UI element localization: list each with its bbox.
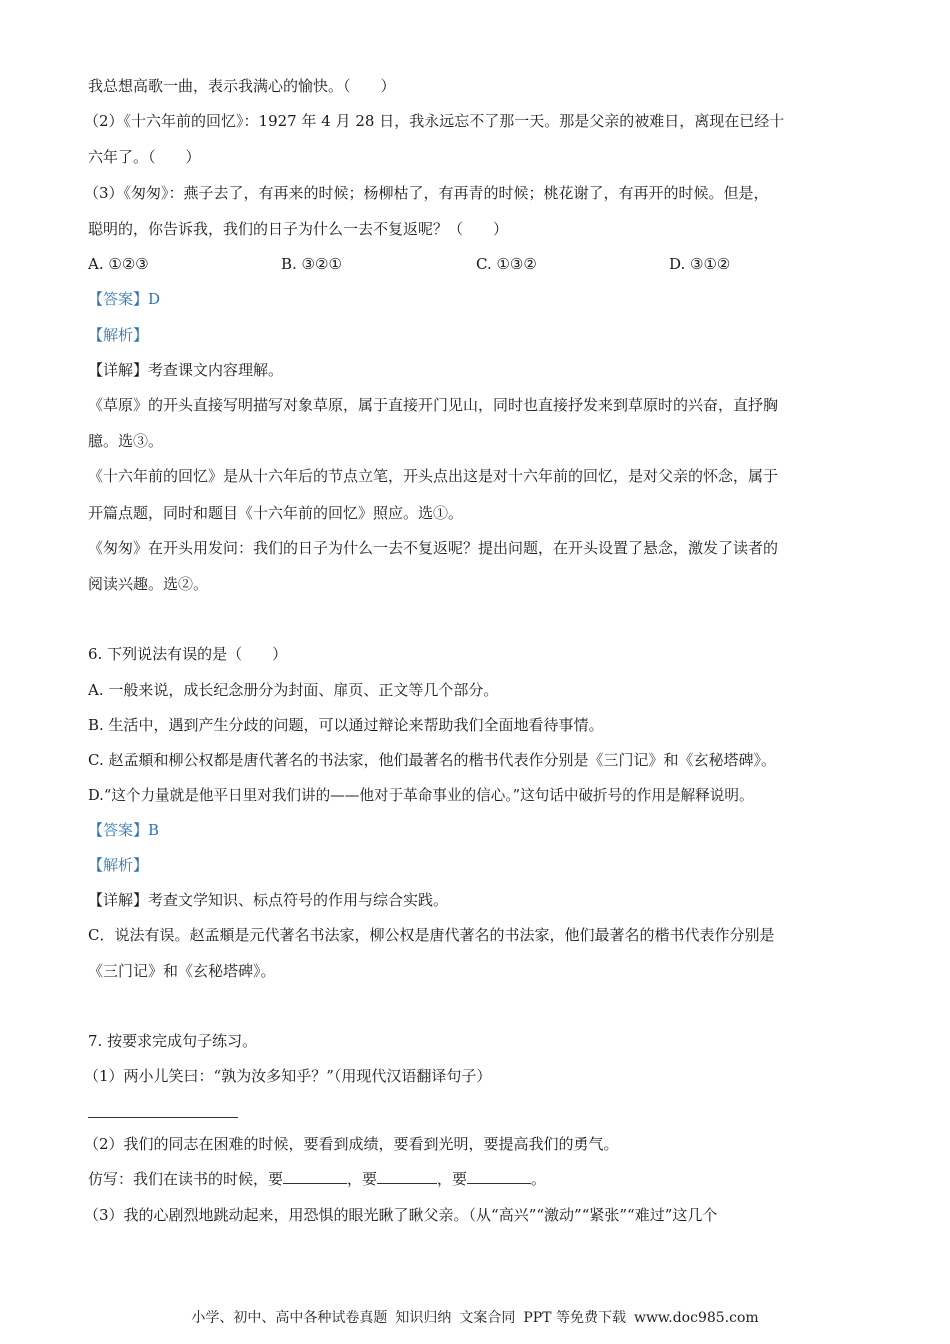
q7-blank-1[interactable] — [283, 1169, 347, 1184]
q5-detail: 【详解】考查课文内容理解。 — [88, 361, 284, 379]
q5-option-c: C. ①③② — [476, 255, 537, 273]
q5-item3-line1: （3）《匆匆》：燕子去了，有再来的时候；杨柳枯了，有再青的时候；桃花谢了，有再开的时候。但是， — [84, 184, 769, 202]
footer-text-4: PPT 等免费下载 — [523, 1310, 626, 1326]
q6-detail: 【详解】考查文学知识、标点符号的作用与综合实践。 — [88, 891, 449, 909]
q7-blank-2[interactable] — [377, 1169, 437, 1184]
q6-option-b: B. 生活中，遇到产生分歧的问题，可以通过辩论来帮助我们全面地看待事情。 — [88, 716, 604, 734]
q7-stem: 7. 按要求完成句子练习。 — [88, 1032, 258, 1050]
footer-text-3: 文案合同 — [459, 1310, 516, 1326]
q5-answer: 【答案】D — [88, 290, 161, 308]
q5-para2-line1: 《十六年前的回忆》是从十六年后的节点立笔，开头点出这是对十六年前的回忆，是对父亲的怀念，属于 — [88, 467, 779, 485]
q7-item1: （1）两小儿笑曰：“孰为汝多知乎？”（用现代汉语翻译句子） — [84, 1067, 492, 1085]
q5-para1-line1: 《草原》的开头直接写明描写对象草原，属于直接开门见山，同时也直接抒发来到草原时的兴奋，直抒胸 — [88, 396, 779, 414]
q7-blank-3[interactable] — [467, 1169, 531, 1184]
q6-stem: 6. 下列说法有误的是（ ） — [88, 645, 288, 663]
q7-imitate-prefix: 仿写：我们在读书的时候，要 — [88, 1170, 284, 1188]
q5-para3-line1: 《匆匆》在开头用发问：我们的日子为什么一去不复返呢？提出问题，在开头设置了悬念，激发了读者的 — [88, 539, 779, 557]
q5-option-a: A. ①②③ — [88, 255, 149, 273]
q6-option-c: C. 赵孟頫和柳公权都是唐代著名的书法家，他们最著名的楷书代表作分别是《三门记》和《玄秘塔碑》。 — [88, 751, 776, 769]
q6-analysis-label: 【解析】 — [88, 856, 149, 874]
q5-line-top: 我总想高歌一曲，表示我满心的愉快。（ ） — [88, 77, 396, 95]
q5-para3-line2: 阅读兴趣。选②。 — [88, 575, 209, 593]
q5-para1-line2: 臆。选③。 — [88, 432, 164, 450]
footer-text-1: 小学、初中、高中各种试卷真题 — [191, 1310, 388, 1326]
q6-option-d: D.“这个力量就是他平日里对我们讲的——他对于革命事业的信心。”这句话中破折号的作用是解释说明。 — [88, 787, 754, 804]
q5-option-d: D. ③①② — [669, 255, 731, 273]
q5-item3-line2: 聪明的，你告诉我，我们的日子为什么一去不复返呢？（ ） — [88, 220, 509, 238]
footer-text-2: 知识归纳 — [395, 1310, 452, 1326]
q5-option-b: B. ③②① — [281, 255, 342, 273]
q5-item2-line2: 六年了。（ ） — [88, 148, 201, 166]
q7-item3: （3）我的心剧烈地跳动起来，用恐惧的眼光瞅了瞅父亲。（从“高兴”“激动”“紧张”“难过”这几个 — [84, 1206, 718, 1224]
q7-imitate-sep2: ，要 — [437, 1170, 468, 1188]
q7-imitate-line — [88, 1169, 546, 1189]
q7-answer-line[interactable] — [88, 1117, 238, 1118]
q5-analysis-label: 【解析】 — [88, 326, 149, 344]
q7-imitate-end: 。 — [531, 1170, 547, 1188]
q6-answer: 【答案】B — [88, 821, 160, 839]
page-footer — [0, 1308, 950, 1328]
q6-explain-line1: C．说法有误。赵孟頫是元代著名书法家，柳公权是唐代著名的书法家，他们最著名的楷书代表作分别是 — [88, 926, 775, 944]
q7-imitate-sep1: ，要 — [347, 1170, 378, 1188]
footer-site-link[interactable]: www.doc985.com — [633, 1310, 759, 1326]
q6-option-a: A. 一般来说，成长纪念册分为封面、扉页、正文等几个部分。 — [88, 681, 499, 699]
q5-para2-line2: 开篇点题，同时和题目《十六年前的回忆》照应。选①。 — [88, 504, 464, 522]
q7-item2: （2）我们的同志在困难的时候，要看到成绩，要看到光明，要提高我们的勇气。 — [84, 1135, 619, 1153]
q6-explain-line2: 《三门记》和《玄秘塔碑》。 — [88, 962, 276, 980]
q5-item2-line1: （2）《十六年前的回忆》：1927 年 4 月 28 日，我永远忘不了那一天。那是父亲的被难日，离现在已经十 — [84, 112, 785, 130]
